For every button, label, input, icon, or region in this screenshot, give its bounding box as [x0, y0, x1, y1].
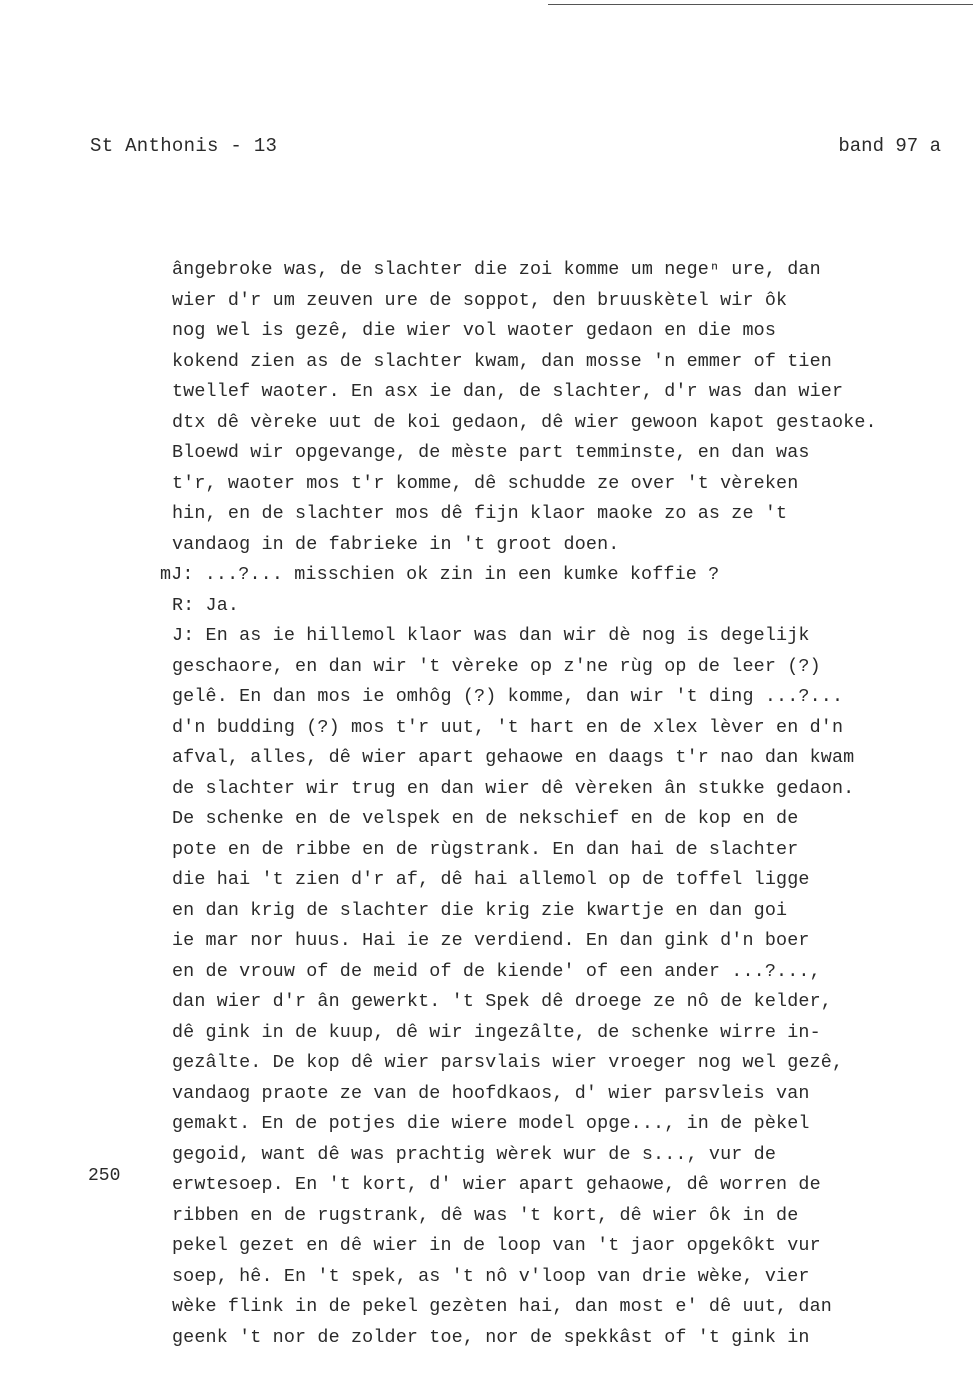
transcript-line: erwtesoep. En 't kort, d' wier apart gehaowe, dê worren de — [172, 1174, 821, 1195]
transcript-line-speaker-r: R: Ja. — [172, 594, 240, 616]
transcript-line: pote en de ribbe en de rùgstrank. En dan hai de slachter — [172, 838, 799, 860]
transcript-line: geschaore, en dan wir 't vèreke op z'ne rùg op de leer (?) — [172, 655, 821, 677]
transcript-line: gelê. En dan mos ie omhôg (?) komme, dan wir 't ding ...?... — [172, 686, 844, 707]
transcript-line: soep, hê. En 't spek, as 't nô v'loop van drie wèke, vier — [172, 1265, 810, 1287]
transcript-line: nog wel is gezê, die wier vol waoter gedaon en die mos — [172, 320, 777, 341]
transcript-line: gemakt. En de potjes die wiere model opge..., in de pèkel — [172, 1113, 810, 1134]
transcript-line: wèke flink in de pekel gezèten hai, dan most e' dê uut, dan — [172, 1296, 832, 1317]
transcript-line: d'n budding (?) mos t'r uut, 't hart en de xlex lèver en d'n — [172, 716, 844, 738]
transcript-line: dan wier d'r ân gewerkt. 't Spek dê droege ze nô de kelder, — [172, 991, 832, 1012]
transcript-body — [160, 255, 962, 1353]
transcript-line: hin, en de slachter mos dê fijn klaor maoke zo as ze 't — [172, 503, 788, 524]
transcript-line: die hai 't zien d'r af, dê hai allemol op de toffel ligge — [172, 869, 810, 890]
transcript-line: ângebroke was, de slachter die zoi komme um negeⁿ ure, dan — [172, 259, 821, 280]
transcript-line: ribben en de rugstrank, dê was 't kort, dê wier ôk in de — [172, 1204, 799, 1226]
transcript-line: dê gink in de kuup, dê wir ingezâlte, de schenke wirre in- — [172, 1021, 821, 1043]
transcript-line: ie mar nor huus. Hai ie ze verdiend. En dan gink d'n boer — [172, 930, 810, 951]
transcript-line: en de vrouw of de meid of de kiende' of een ander ...?..., — [172, 960, 821, 982]
transcript-line-speaker-j: J: En as ie hillemol klaor was dan wir dè nog is degelijk — [172, 625, 810, 646]
margin-line-number: 250 — [88, 1166, 121, 1186]
transcript-line: wier d'r um zeuven ure de soppot, den bruuskètel wir ôk — [172, 289, 788, 311]
transcript-line-speaker-mj: mJ: ...?... misschien ok zin in een kumke koffie ? — [160, 564, 720, 585]
top-rule-divider — [548, 4, 973, 5]
transcript-line: afval, alles, dê wier apart gehaowe en daags t'r nao dan kwam — [172, 747, 855, 768]
transcript-line: gegoid, want dê was prachtig wèrek wur de s..., vur de — [172, 1143, 777, 1165]
transcript-line: t'r, waoter mos t'r komme, dê schudde ze over 't vèreken — [172, 472, 799, 494]
transcript-line: pekel gezet en dê wier in de loop van 't jaor opgekôkt vur — [172, 1235, 821, 1256]
transcript-line: Bloewd wir opgevange, de mèste part temminste, en dan was — [172, 442, 810, 463]
transcript-line: De schenke en de velspek en de nekschief en de kop en de — [172, 808, 799, 829]
transcript-line: kokend zien as de slachter kwam, dan mosse 'n emmer of tien — [172, 350, 832, 372]
page-header-title: St Anthonis - 13 — [90, 135, 278, 157]
transcript-line: gezâlte. De kop dê wier parsvlais wier vroeger nog wel gezê, — [172, 1052, 844, 1073]
transcript-line: en dan krig de slachter die krig zie kwartje en dan goi — [172, 899, 788, 921]
transcript-line: twellef waoter. En asx ie dan, de slachter, d'r was dan wier — [172, 381, 844, 402]
transcript-line: vandaog praote ze van de hoofdkaos, d' wier parsvleis van — [172, 1082, 810, 1104]
transcript-line: de slachter wir trug en dan wier dê vèreken ân stukke gedaon. — [172, 777, 855, 799]
transcript-line: geenk 't nor de zolder toe, nor de spekkâst of 't gink in — [172, 1326, 810, 1348]
transcript-line: dtx dê vèreke uut de koi gedaon, dê wier gewoon kapot gestaoke. — [172, 411, 877, 433]
page-header-band: band 97 a — [838, 135, 941, 157]
transcript-line: vandaog in de fabrieke in 't groot doen. — [172, 533, 620, 555]
